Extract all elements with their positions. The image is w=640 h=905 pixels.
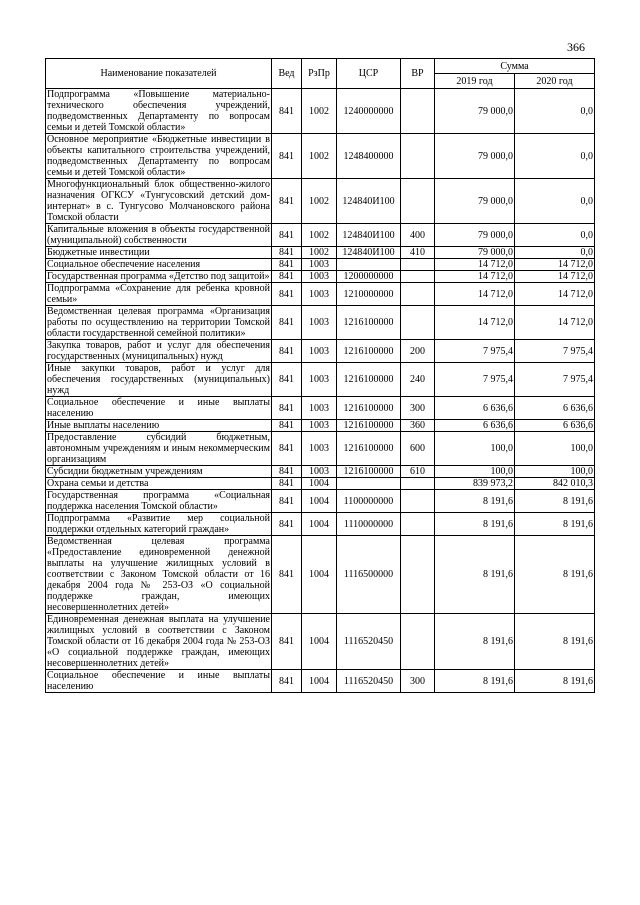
cell-vr <box>401 259 435 271</box>
cell-y2020: 0,0 <box>515 179 595 224</box>
table-row <box>46 397 595 420</box>
cell-y2020: 14 712,0 <box>515 283 595 306</box>
cell-y2019: 6 636,6 <box>435 420 515 432</box>
table-row <box>46 513 595 536</box>
cell-rzpr: 1004 <box>302 490 337 513</box>
cell-y2020: 0,0 <box>515 247 595 259</box>
cell-csr: 124840И100 <box>337 247 401 259</box>
header-csr: ЦСР <box>337 59 401 89</box>
cell-csr: 1216100000 <box>337 306 401 340</box>
cell-vr: 300 <box>401 397 435 420</box>
cell-ved: 841 <box>272 478 302 490</box>
cell-vr: 360 <box>401 420 435 432</box>
cell-vr <box>401 306 435 340</box>
cell-rzpr: 1003 <box>302 306 337 340</box>
cell-csr: 1110000000 <box>337 513 401 536</box>
cell-vr <box>401 614 435 670</box>
cell-y2019: 8 191,6 <box>435 670 515 693</box>
cell-y2020: 8 191,6 <box>515 536 595 614</box>
cell-y2019: 79 000,0 <box>435 224 515 247</box>
table-row <box>46 224 595 247</box>
cell-name: Субсидии бюджетным учреждениям <box>46 466 272 478</box>
table-row <box>46 363 595 397</box>
cell-rzpr: 1004 <box>302 478 337 490</box>
cell-y2019: 7 975,4 <box>435 363 515 397</box>
cell-y2020: 7 975,4 <box>515 363 595 397</box>
cell-y2019: 100,0 <box>435 466 515 478</box>
cell-rzpr: 1004 <box>302 670 337 693</box>
cell-csr: 1210000000 <box>337 283 401 306</box>
cell-y2020: 8 191,6 <box>515 614 595 670</box>
cell-name: Единовременная денежная выплата на улучшение жилищных условий в соответствии с Законом Томской области от 16 декабря 2004 года № 253-ОЗ «О социальной поддержке граждан, имеющих несовершеннолетних детей» <box>47 614 270 669</box>
cell-name: Социальное обеспечение и иные выплаты населению <box>47 670 270 692</box>
table-body <box>46 89 595 693</box>
table-row <box>46 432 595 466</box>
cell-csr: 1216100000 <box>337 397 401 420</box>
cell-y2020: 8 191,6 <box>515 670 595 693</box>
cell-vr <box>401 536 435 614</box>
cell-y2020: 14 712,0 <box>515 259 595 271</box>
cell-rzpr: 1002 <box>302 247 337 259</box>
cell-y2019: 14 712,0 <box>435 259 515 271</box>
cell-rzpr: 1003 <box>302 363 337 397</box>
cell-vr <box>401 89 435 134</box>
cell-rzpr: 1003 <box>302 283 337 306</box>
cell-rzpr: 1002 <box>302 134 337 179</box>
cell-rzpr: 1003 <box>302 259 337 271</box>
cell-rzpr: 1002 <box>302 224 337 247</box>
cell-vr <box>401 179 435 224</box>
header-2020: 2020 год <box>515 74 595 89</box>
cell-csr: 1216100000 <box>337 420 401 432</box>
cell-name: Закупка товаров, работ и услуг для обеспечения государственных (муниципальных) нужд <box>47 340 270 362</box>
table-row <box>46 466 595 478</box>
cell-vr: 300 <box>401 670 435 693</box>
cell-ved: 841 <box>272 420 302 432</box>
cell-y2020: 6 636,6 <box>515 397 595 420</box>
cell-vr <box>401 490 435 513</box>
cell-rzpr: 1002 <box>302 89 337 134</box>
cell-name: Иные закупки товаров, работ и услуг для обеспечения государственных (муниципальных) нужд <box>47 363 270 396</box>
cell-ved: 841 <box>272 397 302 420</box>
header-rzpr: РзПр <box>302 59 337 89</box>
cell-y2020: 0,0 <box>515 134 595 179</box>
cell-ved: 841 <box>272 259 302 271</box>
table-row <box>46 271 595 283</box>
cell-name: Основное мероприятие «Бюджетные инвестиции в объекты капитального строительства учреждений, подведомственных Департаменту по вопросам семьи и детей Томской области» <box>47 134 270 178</box>
cell-csr: 1216100000 <box>337 340 401 363</box>
cell-y2019: 8 191,6 <box>435 490 515 513</box>
cell-csr: 1248400000 <box>337 134 401 179</box>
cell-y2019: 79 000,0 <box>435 89 515 134</box>
cell-vr <box>401 513 435 536</box>
table-row <box>46 134 595 179</box>
cell-y2019: 14 712,0 <box>435 306 515 340</box>
cell-name: Иные выплаты населению <box>46 420 272 432</box>
cell-vr: 240 <box>401 363 435 397</box>
cell-y2019: 8 191,6 <box>435 614 515 670</box>
budget-table <box>45 58 595 693</box>
cell-y2020: 8 191,6 <box>515 490 595 513</box>
cell-csr: 1216100000 <box>337 432 401 466</box>
cell-name: Ведомственная целевая программа «Организация работы по осуществлению на территории Томской области государственной семейной политики» <box>47 306 270 339</box>
cell-csr <box>337 478 401 490</box>
table-row <box>46 340 595 363</box>
cell-ved: 841 <box>272 89 302 134</box>
cell-name: Социальное обеспечение и иные выплаты населению <box>47 397 270 419</box>
cell-name: Многофункциональный блок общественно-жилого назначения ОГКСУ «Тунгусовский детский дом-интернат» в с. Тунгусово Молчановского района Томской области <box>47 179 270 223</box>
cell-vr: 600 <box>401 432 435 466</box>
page-number: 366 <box>567 40 585 54</box>
cell-ved: 841 <box>272 490 302 513</box>
cell-y2020: 6 636,6 <box>515 420 595 432</box>
cell-name: Подпрограмма «Повышение материально-технического обеспечения учреждений, подведомственных Департаменту по вопросам семьи и детей Томской области» <box>47 89 270 133</box>
cell-csr: 124840И100 <box>337 224 401 247</box>
cell-y2020: 14 712,0 <box>515 306 595 340</box>
cell-ved: 841 <box>272 670 302 693</box>
cell-rzpr: 1003 <box>302 466 337 478</box>
cell-vr <box>401 478 435 490</box>
cell-name: Капитальные вложения в объекты государственной (муниципальной) собственности <box>47 224 270 246</box>
table-row <box>46 259 595 271</box>
cell-ved: 841 <box>272 513 302 536</box>
cell-csr: 1216100000 <box>337 466 401 478</box>
cell-csr: 1116500000 <box>337 536 401 614</box>
cell-y2019: 79 000,0 <box>435 247 515 259</box>
cell-rzpr: 1004 <box>302 536 337 614</box>
cell-csr: 124840И100 <box>337 179 401 224</box>
cell-name: Государственная программа «Детство под защитой» <box>46 271 272 283</box>
table-header <box>46 59 595 89</box>
cell-y2019: 100,0 <box>435 432 515 466</box>
header-vr: ВР <box>401 59 435 89</box>
cell-y2020: 0,0 <box>515 89 595 134</box>
table-row <box>46 306 595 340</box>
cell-rzpr: 1003 <box>302 340 337 363</box>
cell-name: Охрана семьи и детства <box>46 478 272 490</box>
cell-y2019: 8 191,6 <box>435 513 515 536</box>
cell-name: Ведомственная целевая программа «Предоставление единовременной денежной выплаты на улучшение жилищных условий в соответствии с Законом Томской области от 16 декабря 2004 года № 253-ОЗ «О социальной поддержке граждан, имеющих несовершеннолетних детей» <box>47 536 270 613</box>
cell-ved: 841 <box>272 306 302 340</box>
cell-name: Подпрограмма «Сохранение для ребенка кровной семьи» <box>47 283 270 305</box>
cell-y2019: 14 712,0 <box>435 283 515 306</box>
cell-csr: 1216100000 <box>337 363 401 397</box>
cell-rzpr: 1003 <box>302 271 337 283</box>
cell-y2020: 100,0 <box>515 466 595 478</box>
table-row <box>46 478 595 490</box>
cell-csr: 1240000000 <box>337 89 401 134</box>
cell-y2020: 0,0 <box>515 224 595 247</box>
cell-csr: 1116520450 <box>337 614 401 670</box>
table-row <box>46 614 595 670</box>
header-name: Наименование показателей <box>46 59 272 89</box>
cell-y2020: 100,0 <box>515 432 595 466</box>
cell-rzpr: 1004 <box>302 513 337 536</box>
table-row <box>46 536 595 614</box>
table-row <box>46 490 595 513</box>
cell-ved: 841 <box>272 614 302 670</box>
cell-ved: 841 <box>272 340 302 363</box>
cell-ved: 841 <box>272 247 302 259</box>
cell-ved: 841 <box>272 271 302 283</box>
cell-y2020: 842 010,3 <box>515 478 595 490</box>
cell-ved: 841 <box>272 536 302 614</box>
cell-vr: 200 <box>401 340 435 363</box>
cell-vr <box>401 271 435 283</box>
cell-vr: 610 <box>401 466 435 478</box>
cell-ved: 841 <box>272 432 302 466</box>
cell-rzpr: 1002 <box>302 179 337 224</box>
cell-y2019: 14 712,0 <box>435 271 515 283</box>
table-row <box>46 420 595 432</box>
cell-y2019: 7 975,4 <box>435 340 515 363</box>
cell-ved: 841 <box>272 283 302 306</box>
cell-y2019: 8 191,6 <box>435 536 515 614</box>
cell-rzpr: 1003 <box>302 432 337 466</box>
cell-vr <box>401 283 435 306</box>
cell-ved: 841 <box>272 134 302 179</box>
cell-name: Бюджетные инвестиции <box>46 247 272 259</box>
cell-name: Социальное обеспечение населения <box>46 259 272 271</box>
cell-csr: 1116520450 <box>337 670 401 693</box>
cell-y2019: 79 000,0 <box>435 179 515 224</box>
cell-name: Предоставление субсидий бюджетным, автономным учреждениям и иным некоммерческим организациям <box>47 432 270 465</box>
header-ved: Вед <box>272 59 302 89</box>
table-row <box>46 89 595 134</box>
cell-ved: 841 <box>272 179 302 224</box>
cell-csr: 1100000000 <box>337 490 401 513</box>
table-row <box>46 670 595 693</box>
table-row <box>46 283 595 306</box>
cell-ved: 841 <box>272 224 302 247</box>
cell-csr: 1200000000 <box>337 271 401 283</box>
cell-y2019: 6 636,6 <box>435 397 515 420</box>
cell-rzpr: 1003 <box>302 397 337 420</box>
cell-y2019: 79 000,0 <box>435 134 515 179</box>
cell-y2020: 8 191,6 <box>515 513 595 536</box>
table-row <box>46 179 595 224</box>
cell-vr <box>401 134 435 179</box>
cell-ved: 841 <box>272 466 302 478</box>
cell-ved: 841 <box>272 363 302 397</box>
cell-y2020: 14 712,0 <box>515 271 595 283</box>
cell-rzpr: 1004 <box>302 614 337 670</box>
header-2019: 2019 год <box>435 74 515 89</box>
cell-csr <box>337 259 401 271</box>
table-row <box>46 247 595 259</box>
cell-y2019: 839 973,2 <box>435 478 515 490</box>
cell-y2020: 7 975,4 <box>515 340 595 363</box>
cell-rzpr: 1003 <box>302 420 337 432</box>
cell-vr: 410 <box>401 247 435 259</box>
cell-name: Подпрограмма «Развитие мер социальной поддержки отдельных категорий граждан» <box>47 513 270 535</box>
cell-vr: 400 <box>401 224 435 247</box>
cell-name: Государственная программа «Социальная поддержка населения Томской области» <box>47 490 270 512</box>
header-sum: Сумма <box>435 59 595 74</box>
